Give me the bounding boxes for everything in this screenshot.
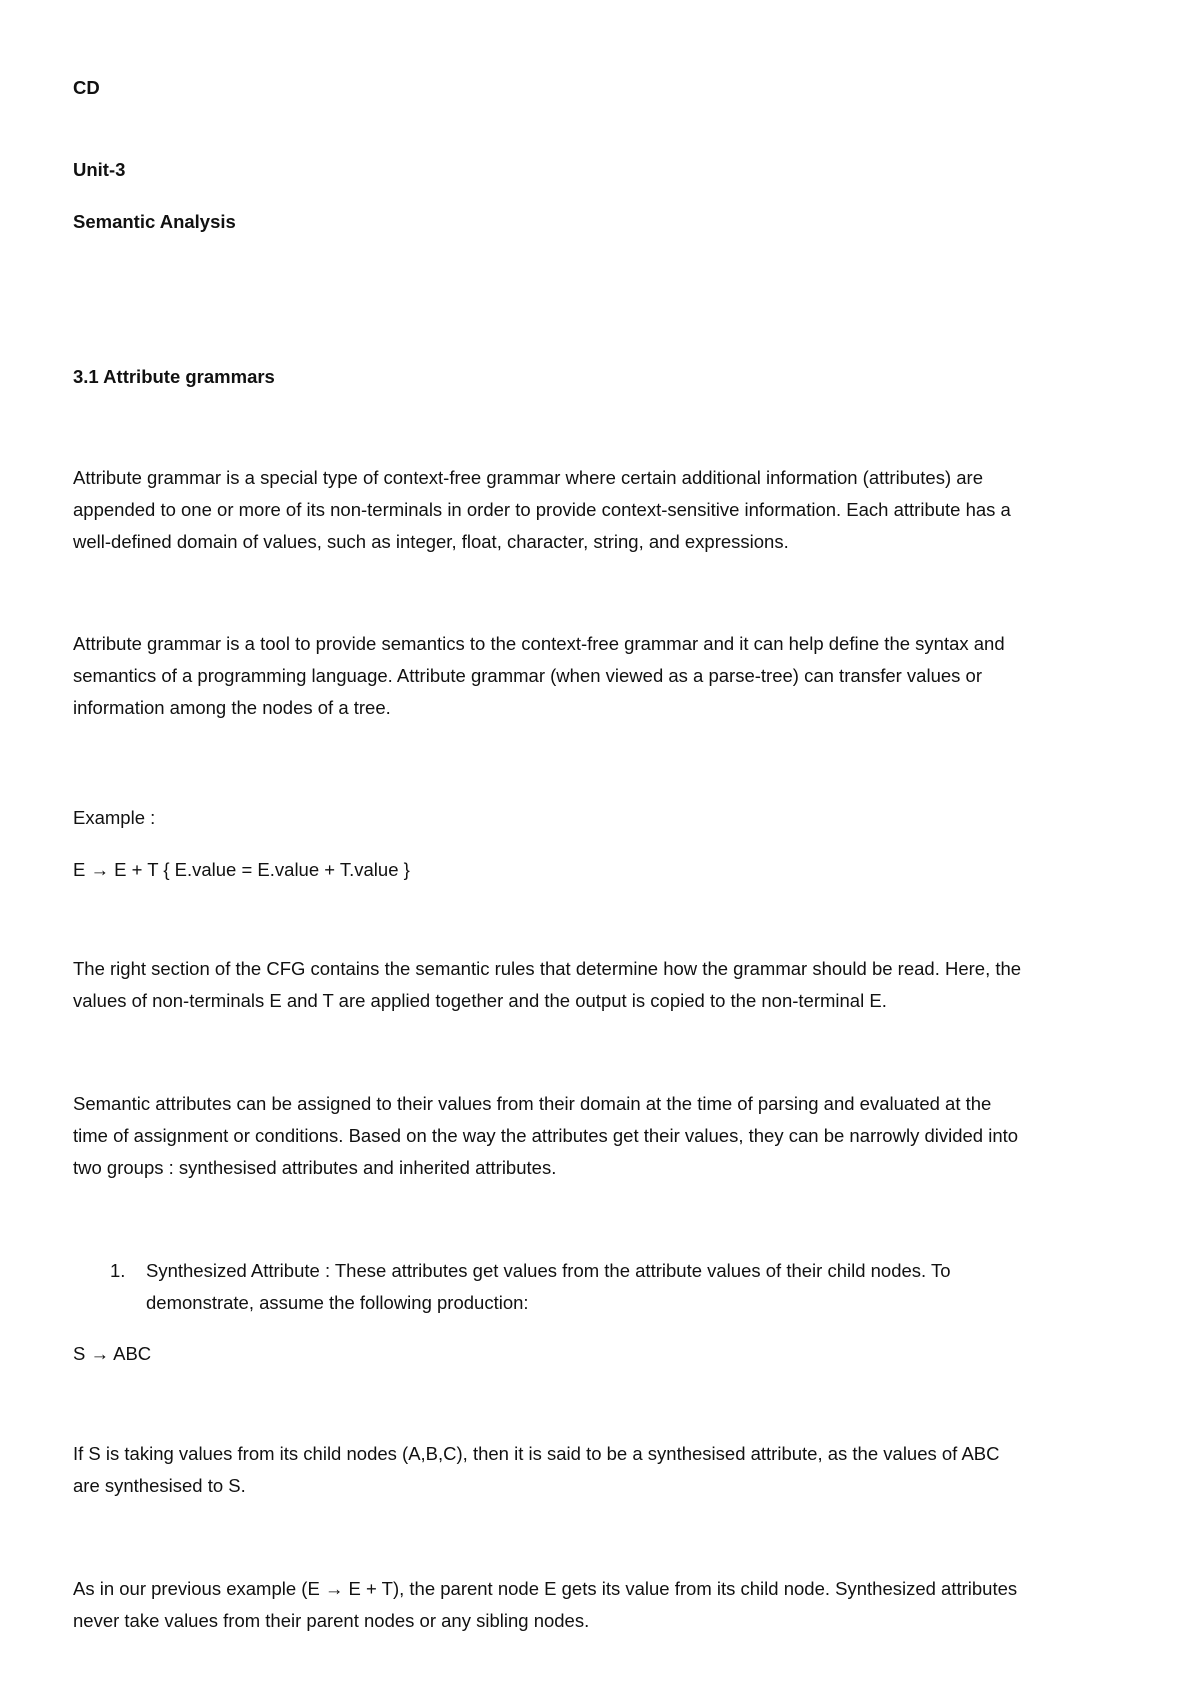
unit-title: Unit-3: [73, 159, 126, 180]
section-heading: 3.1 Attribute grammars: [73, 366, 275, 387]
text-line: appended to one or more of its non-terminals in order to provide context-sensitive information. Each attribute has a: [73, 499, 1011, 520]
text-line: values of non-terminals E and T are applied together and the output is copied to the non-terminal E.: [73, 990, 887, 1011]
example-label: Example :: [73, 807, 156, 828]
list-item-synthesized: [146, 1255, 951, 1319]
text-line: two groups : synthesised attributes and inherited attributes.: [73, 1157, 557, 1178]
production-rule: S → ABC: [73, 1343, 152, 1364]
text-line: time of assignment or conditions. Based on the way the attributes get their values, they can be narrowly divided into: [73, 1125, 1019, 1146]
text-line: never take values from their parent nodes or any sibling nodes.: [73, 1610, 590, 1631]
text-line: semantics of a programming language. Attribute grammar (when viewed as a parse-tree) can transfer values or: [73, 665, 982, 686]
paragraph-cfg: [73, 953, 1133, 1017]
text-line: information among the nodes of a tree.: [73, 697, 391, 718]
text-line: Attribute grammar is a special type of context-free grammar where certain additional information (attributes) are: [73, 467, 983, 488]
paragraph-synthesised: [73, 1438, 1133, 1502]
topic-title: Semantic Analysis: [73, 211, 236, 232]
paragraph-semantic-attributes: [73, 1088, 1133, 1184]
paragraph-tool: [73, 628, 1133, 724]
text-line: Synthesized Attribute : These attributes get values from the attribute values of their child nodes. To: [146, 1260, 951, 1281]
list-number: 1.: [110, 1260, 126, 1281]
text-line: As in our previous example (E → E + T), the parent node E gets its value from its child node. Synthesized attributes: [73, 1578, 1018, 1599]
text-line: well-defined domain of values, such as integer, float, character, string, and expressions.: [73, 531, 789, 552]
example-rule: E → E + T { E.value = E.value + T.value }: [73, 859, 410, 880]
paragraph-definition: [73, 462, 1133, 558]
text-line: The right section of the CFG contains the semantic rules that determine how the grammar should be read. Here, the: [73, 958, 1022, 979]
paragraph-previous-example: [73, 1573, 1133, 1637]
text-line: Attribute grammar is a tool to provide semantics to the context-free grammar and it can help define the syntax and: [73, 633, 1005, 654]
text-line: are synthesised to S.: [73, 1475, 246, 1496]
course-title: CD: [73, 77, 100, 98]
text-line: demonstrate, assume the following production:: [146, 1292, 529, 1313]
text-line: If S is taking values from its child nodes (A,B,C), then it is said to be a synthesised attribute, as the values of ABC: [73, 1443, 1000, 1464]
text-line: Semantic attributes can be assigned to their values from their domain at the time of parsing and evaluated at the: [73, 1093, 992, 1114]
